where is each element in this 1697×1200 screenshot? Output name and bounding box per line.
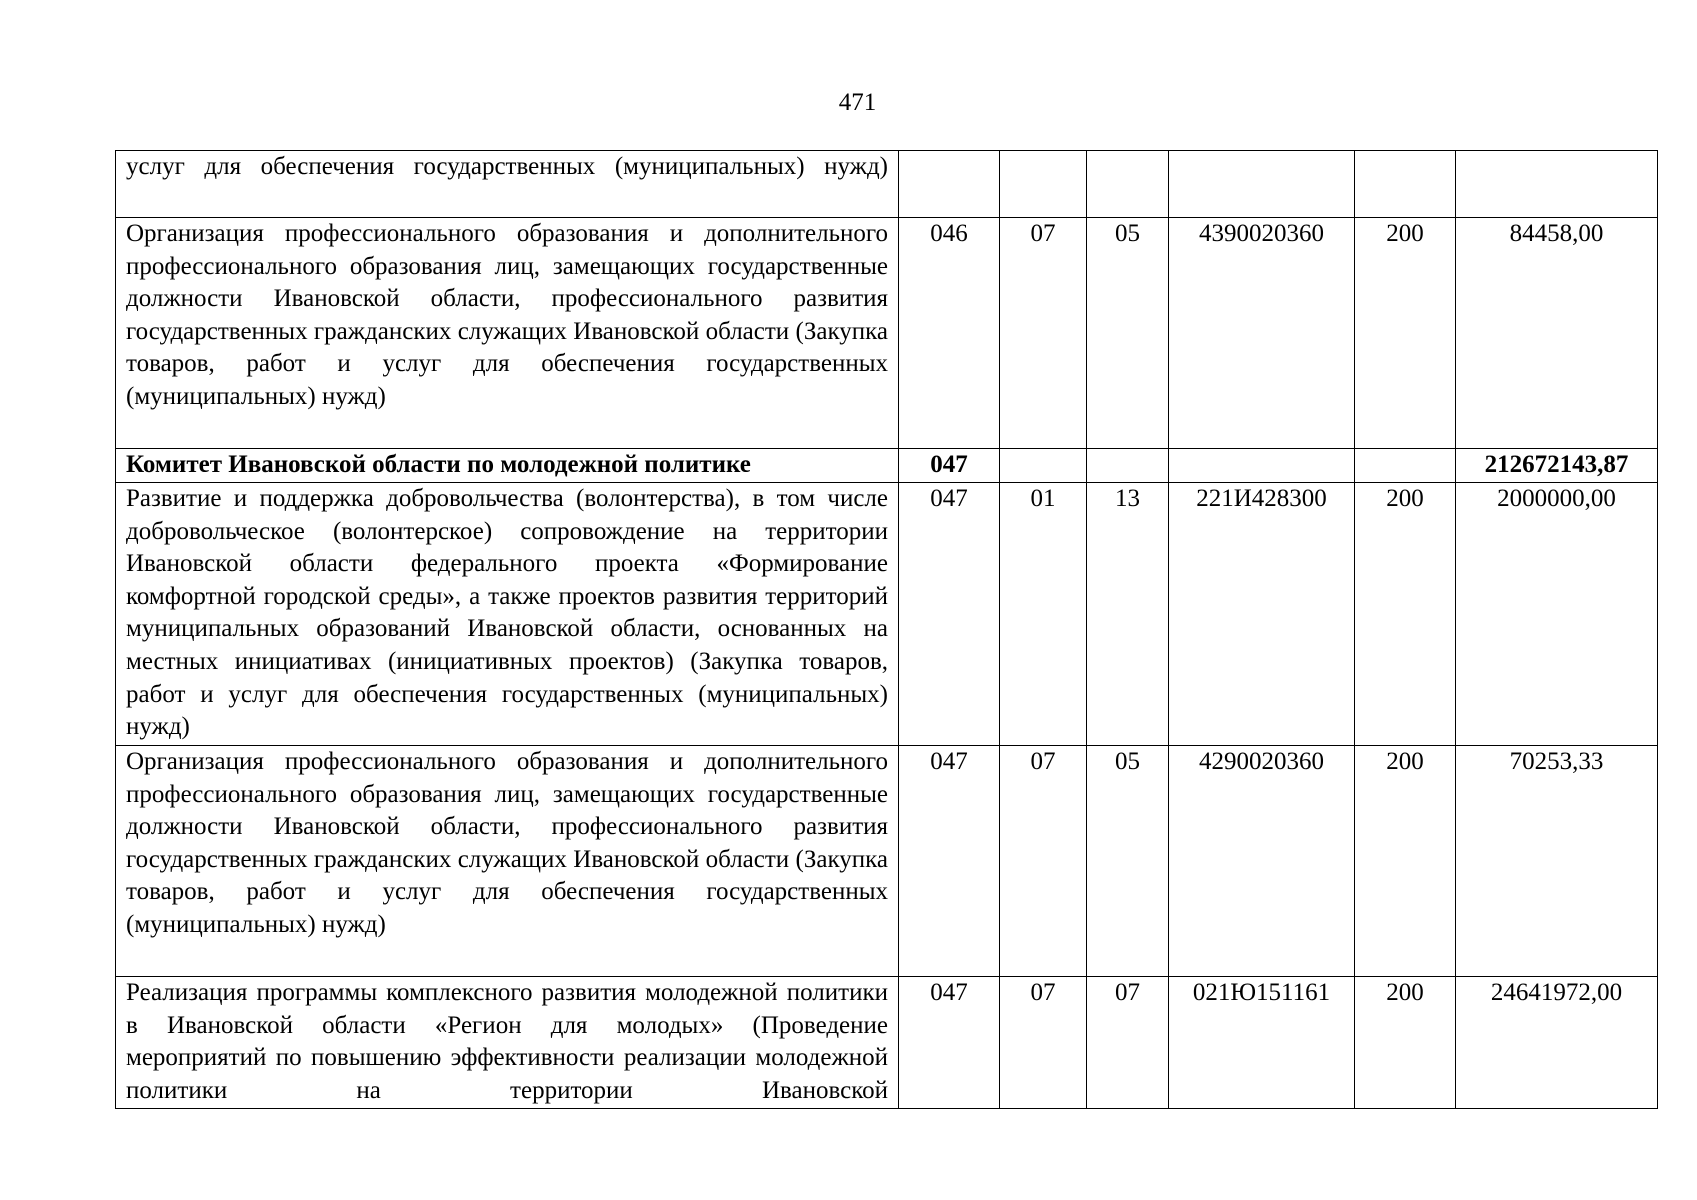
expense-type-cell: 200 [1355,977,1456,1109]
expense-type-cell: 200 [1355,746,1456,977]
ministry-code-cell: 047 [899,483,1000,746]
target-article-cell [1169,449,1355,483]
table-row [116,218,1658,449]
subsection-code-cell: 13 [1087,483,1169,746]
section-code-cell: 07 [1000,218,1087,449]
table-row [116,746,1658,977]
section-code-cell: 07 [1000,746,1087,977]
target-article-cell: 021Ю151161 [1169,977,1355,1109]
table-row [116,483,1658,746]
expense-type-cell [1355,449,1456,483]
department-total-amount-cell: 212672143,87 [1456,449,1658,483]
amount-cell: 70253,33 [1456,746,1658,977]
section-code-cell: 01 [1000,483,1087,746]
expense-type-cell [1355,151,1456,218]
amount-cell: 24641972,00 [1456,977,1658,1109]
expense-type-cell: 200 [1355,218,1456,449]
expense-type-cell: 200 [1355,483,1456,746]
section-code-cell [1000,151,1087,218]
row-name-cell: Реализация программы комплексного развития молодежной политики в Ивановской области «Регион для молодых» (Проведение мероприятий по повышению эффективности реализации молодежной политики на территории Ивановской [116,977,899,1109]
amount-cell: 84458,00 [1456,218,1658,449]
subsection-code-cell: 05 [1087,746,1169,977]
ministry-code-cell [899,151,1000,218]
ministry-code-cell: 046 [899,218,1000,449]
target-article-cell: 4390020360 [1169,218,1355,449]
ministry-code-cell: 047 [899,746,1000,977]
amount-cell [1456,151,1658,218]
target-article-cell [1169,151,1355,218]
row-name-cell: Организация профессионального образования и дополнительного профессионального образования лиц, замещающих государственные должности Ивановской области, профессионального развития государственных гражданских служащих Ивановской области (Закупка товаров, работ и услуг для обеспечения государственных (муниципальных) нужд) [116,746,899,977]
amount-cell: 2000000,00 [1456,483,1658,746]
row-name-cell: Развитие и поддержка добровольчества (волонтерства), в том числе добровольческое (волонтерское) сопровождение на территории Ивановской области федерального проекта «Формирование комфортной городской среды», а также проектов развития территорий муниципальных образований Ивановской области, основанных на местных инициативах (инициативных проектов) (Закупка товаров, работ и услуг для обеспечения государственных (муниципальных) нужд) [116,483,899,746]
subsection-code-cell [1087,151,1169,218]
subsection-code-cell: 05 [1087,218,1169,449]
subsection-code-cell [1087,449,1169,483]
page-number: 471 [838,89,877,116]
department-name-cell: Комитет Ивановской области по молодежной политике [116,449,899,483]
target-article-cell: 221И428300 [1169,483,1355,746]
row-name-cell: Организация профессионального образования и дополнительного профессионального образования лиц, замещающих государственные должности Ивановской области, профессионального развития государственных гражданских служащих Ивановской области (Закупка товаров, работ и услуг для обеспечения государственных (муниципальных) нужд) [116,218,899,449]
table-row [116,977,1658,1109]
ministry-code-cell: 047 [899,449,1000,483]
table-row [116,151,1658,218]
table-row-department-total [116,449,1658,483]
section-code-cell: 07 [1000,977,1087,1109]
ministry-code-cell: 047 [899,977,1000,1109]
budget-allocation-table [115,150,1658,1109]
subsection-code-cell: 07 [1087,977,1169,1109]
section-code-cell [1000,449,1087,483]
row-name-cell: услуг для обеспечения государственных (муниципальных) нужд) [116,151,899,218]
target-article-cell: 4290020360 [1169,746,1355,977]
